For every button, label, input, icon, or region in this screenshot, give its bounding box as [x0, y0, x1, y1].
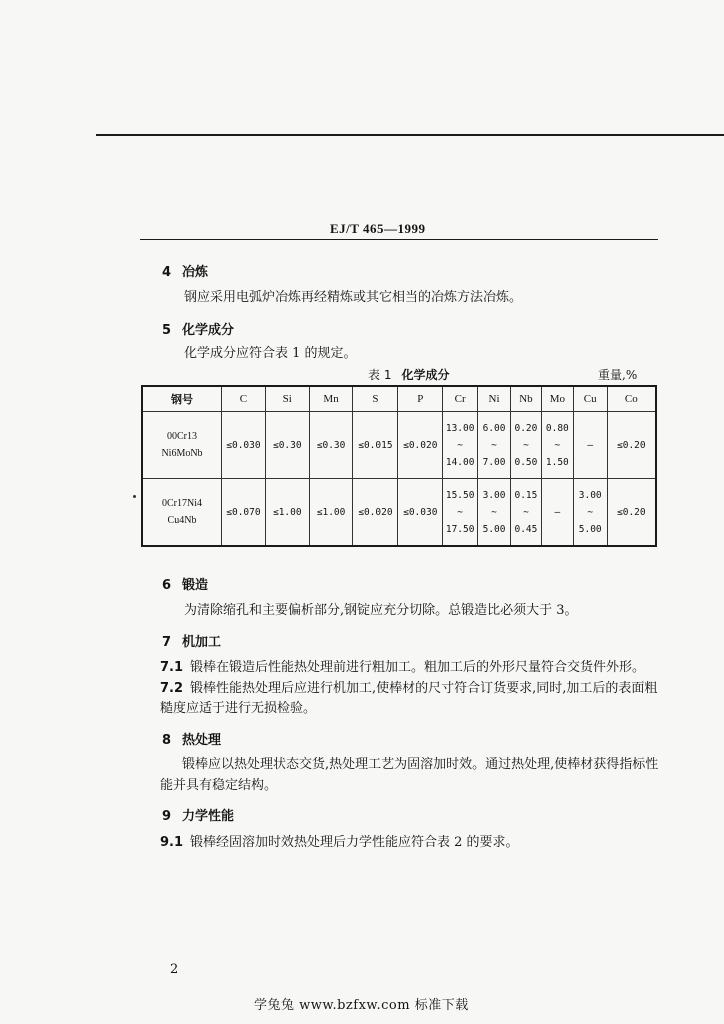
table-number: 表 1 [368, 368, 392, 382]
range-high: 14.00 [445, 456, 475, 468]
range-high: 5.00 [482, 523, 506, 535]
table-1-caption [368, 366, 449, 383]
cr-cell [443, 479, 478, 547]
section-number: 7 [162, 635, 172, 650]
range-high: 0.50 [514, 456, 538, 468]
clause-7-2 [160, 678, 660, 699]
header-ni: Ni [478, 386, 511, 412]
download-watermark: 学兔兔 www.bzfxw.com 标准下载 [254, 998, 469, 1013]
header-si: Si [265, 386, 309, 412]
range-high: 17.50 [445, 523, 475, 535]
range-tilde: ~ [523, 439, 529, 451]
section-5-text: 化学成分应符合表 1 的规定。 [184, 346, 357, 361]
co-cell: ≤0.20 [607, 479, 656, 547]
header-nb: Nb [510, 386, 541, 412]
header-cu: Cu [573, 386, 607, 412]
clause-7-1 [160, 657, 660, 678]
header-c: C [222, 386, 266, 412]
section-title: 锻造 [182, 578, 209, 593]
clause-number: 7.2 [160, 681, 184, 696]
cu-cell: — [573, 412, 607, 479]
clause-9-1 [160, 832, 660, 853]
mo-cell: — [541, 479, 573, 547]
range-low: 0.15 [514, 489, 538, 501]
clause-text: 锻棒在锻造后性能热处理前进行粗加工。粗加工后的外形尺量符合交货件外形。 [190, 660, 646, 675]
c-cell: ≤0.070 [222, 479, 266, 547]
grade-cell [142, 412, 222, 479]
header-p: P [398, 386, 443, 412]
s-cell: ≤0.020 [353, 479, 398, 547]
section-8-heading [162, 729, 221, 748]
grade-line-1: 0Cr17Ni4 [162, 498, 202, 509]
p-cell: ≤0.020 [398, 412, 443, 479]
section-title: 机加工 [182, 635, 222, 650]
range-low: 13.00 [445, 422, 475, 434]
range-low: 3.00 [482, 489, 506, 501]
table-unit: 重量,% [598, 368, 638, 382]
clause-text: 锻棒经固溶加时效热处理后力学性能应符合表 2 的要求。 [190, 835, 519, 850]
si-cell: ≤0.30 [265, 412, 309, 479]
section-number: 9 [162, 809, 172, 824]
clause-number: 9.1 [160, 835, 184, 850]
section-number: 5 [162, 323, 172, 338]
header-grade: 钢号 [142, 386, 222, 412]
header-cr: Cr [443, 386, 478, 412]
nb-cell [510, 412, 541, 479]
section-title: 化学成分 [182, 323, 235, 338]
section-9-heading [162, 805, 234, 824]
mo-cell [541, 412, 573, 479]
range-high: 7.00 [482, 456, 506, 468]
range-tilde: ~ [457, 439, 464, 451]
section-title: 力学性能 [182, 809, 235, 824]
table-row [142, 479, 656, 547]
range-low: 0.80 [545, 422, 569, 434]
clause-7-2-cont: 糙度应适于进行无损检验。 [160, 701, 317, 716]
range-tilde: ~ [491, 439, 497, 451]
ni-cell [478, 412, 511, 479]
header-co: Co [607, 386, 656, 412]
section-number: 6 [162, 578, 172, 593]
mn-cell: ≤1.00 [309, 479, 353, 547]
c-cell: ≤0.030 [222, 412, 266, 479]
p-cell: ≤0.030 [398, 479, 443, 547]
section-4-text: 钢应采用电弧炉冶炼再经精炼或其它相当的冶炼方法冶炼。 [184, 290, 523, 305]
range-tilde: ~ [457, 506, 464, 518]
nb-cell [510, 479, 541, 547]
document-code: EJ/T 465—1999 [330, 221, 426, 236]
range-low: 6.00 [482, 422, 506, 434]
co-cell: ≤0.20 [607, 412, 656, 479]
section-8-text-2: 能并具有稳定结构。 [160, 778, 278, 793]
range-low: 3.00 [578, 489, 602, 501]
range-high: 5.00 [578, 523, 602, 535]
table-title: 化学成分 [401, 368, 450, 382]
header-mo: Mo [541, 386, 573, 412]
ni-cell [478, 479, 511, 547]
header-rule [140, 239, 658, 240]
range-high: 1.50 [545, 456, 569, 468]
table-row [142, 412, 656, 479]
section-4-heading [162, 261, 208, 280]
grade-line-2: Ni6MoNb [161, 448, 203, 459]
section-6-text: 为清除缩孔和主要偏析部分,钢锭应充分切除。总锻造比必须大于 3。 [184, 603, 578, 618]
header-s: S [353, 386, 398, 412]
clause-number: 7.1 [160, 660, 184, 675]
cu-cell [573, 479, 607, 547]
section-5-heading [162, 319, 234, 338]
range-tilde: ~ [491, 506, 497, 518]
range-tilde: ~ [554, 439, 561, 451]
chemical-composition-table [141, 385, 657, 547]
range-low: 0.20 [514, 422, 538, 434]
section-6-heading [162, 574, 208, 593]
range-low: 15.50 [445, 489, 475, 501]
page-number: 2 [170, 962, 179, 977]
range-tilde: ~ [587, 506, 594, 518]
grade-cell [142, 479, 222, 547]
range-tilde: ~ [523, 506, 529, 518]
top-rule [96, 134, 724, 136]
clause-text: 锻棒性能热处理后应进行机加工,使棒材的尺寸符合订货要求,同时,加工后的表面粗 [190, 681, 658, 696]
s-cell: ≤0.015 [353, 412, 398, 479]
mn-cell: ≤0.30 [309, 412, 353, 479]
si-cell: ≤1.00 [265, 479, 309, 547]
range-high: 0.45 [514, 523, 538, 535]
section-number: 8 [162, 733, 172, 748]
section-title: 热处理 [182, 733, 222, 748]
header-mn: Mn [309, 386, 353, 412]
cr-cell [443, 412, 478, 479]
grade-line-1: 00Cr13 [167, 431, 197, 442]
scan-mark [133, 495, 136, 498]
section-7-heading [162, 631, 221, 650]
section-number: 4 [162, 265, 172, 280]
table-header-row [142, 386, 656, 412]
section-title: 冶炼 [182, 265, 209, 280]
section-8-text-1: 锻棒应以热处理状态交货,热处理工艺为固溶加时效。通过热处理,使棒材获得指标性 [182, 757, 659, 772]
grade-line-2: Cu4Nb [167, 515, 197, 526]
